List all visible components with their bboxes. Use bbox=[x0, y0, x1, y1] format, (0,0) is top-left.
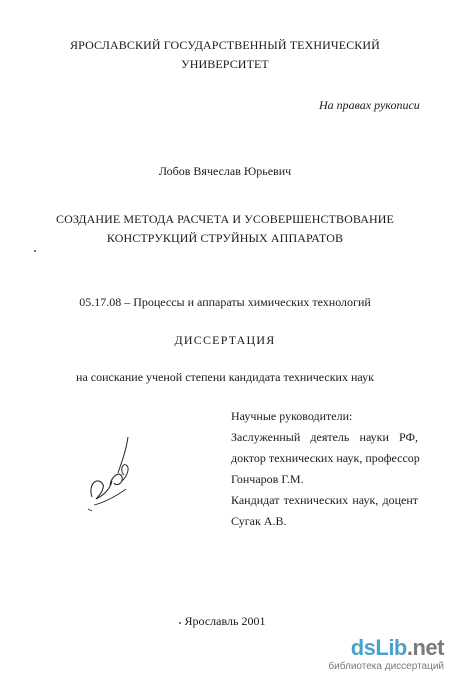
advisors-heading: Научные руководители: bbox=[231, 409, 353, 423]
author-name: Лобов Вячеслав Юрьевич bbox=[158, 164, 292, 178]
dslib-logo-main: dsLib bbox=[350, 635, 407, 660]
advisor1-title: Заслуженный деятель науки РФ, bbox=[231, 430, 418, 444]
rights-note: На правах рукописи bbox=[319, 98, 420, 112]
advisor2-degree: Кандидат технических наук, доцент bbox=[231, 493, 418, 507]
scan-speck bbox=[34, 250, 36, 252]
advisor2-name: Сугак А.В. bbox=[231, 514, 287, 528]
advisor1-degree: доктор технических наук, профессор bbox=[231, 451, 420, 465]
dissertation-title-line1: СОЗДАНИЕ МЕТОДА РАСЧЕТА И УСОВЕРШЕНСТВОВАНИЕ bbox=[56, 212, 394, 226]
advisor1-name: Гончаров Г.М. bbox=[231, 472, 304, 486]
handwritten-signature bbox=[82, 425, 142, 515]
place-and-year: Ярославль 2001 bbox=[184, 614, 266, 628]
university-name-line2: УНИВЕРСИТЕТ bbox=[181, 57, 269, 71]
dissertation-title-line2: КОНСТРУКЦИЙ СТРУЙНЫХ АППАРАТОВ bbox=[106, 231, 344, 245]
dslib-logo bbox=[351, 636, 444, 660]
dslib-subtitle: библиотека диссертаций bbox=[328, 661, 444, 672]
specialty-code: 05.17.08 – Процессы и аппараты химических технологий bbox=[79, 295, 371, 309]
degree-purpose: на соискание ученой степени кандидата технических наук bbox=[76, 370, 374, 384]
dslib-watermark[interactable] bbox=[328, 634, 444, 678]
university-name-line1: ЯРОСЛАВСКИЙ ГОСУДАРСТВЕННЫЙ ТЕХНИЧЕСКИЙ bbox=[70, 38, 380, 52]
document-type: ДИССЕРТАЦИЯ bbox=[174, 333, 276, 347]
dslib-logo-tld: .net bbox=[406, 635, 444, 660]
